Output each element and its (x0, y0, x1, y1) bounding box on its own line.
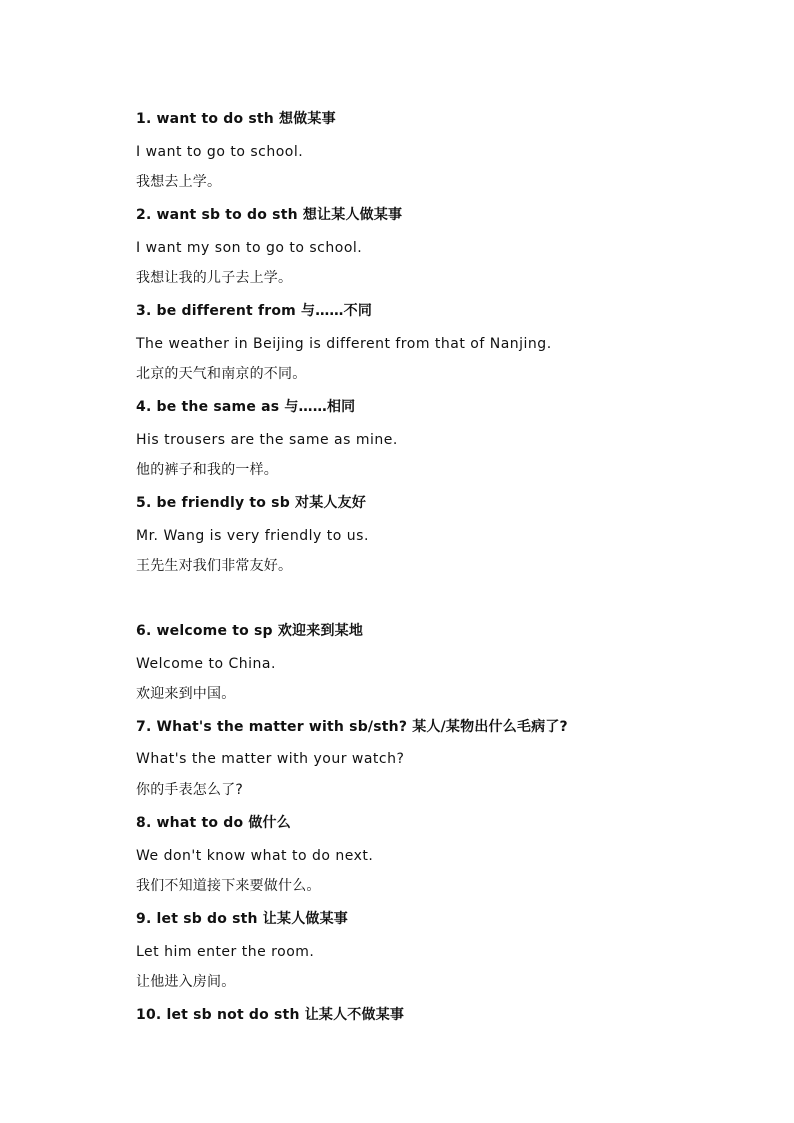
phrase-heading: 7. What's the matter with sb/sth? 某人/某物出什么毛病了? (136, 719, 568, 735)
chinese-translation: 让他进入房间。 (136, 974, 236, 990)
phrase-heading: 9. let sb do sth 让某人做某事 (136, 911, 349, 927)
chinese-translation: 欢迎来到中国。 (136, 686, 236, 702)
phrase-heading: 3. be different from 与……不同 (136, 303, 373, 319)
example-sentence: The weather in Beijing is different from that of Nanjing. (136, 336, 552, 352)
example-sentence: Mr. Wang is very friendly to us. (136, 528, 369, 544)
phrase-heading: 8. what to do 做什么 (136, 815, 291, 831)
phrase-heading: 2. want sb to do sth 想让某人做某事 (136, 207, 403, 223)
example-sentence: I want my son to go to school. (136, 240, 363, 256)
chinese-translation: 我想去上学。 (136, 174, 222, 190)
chinese-translation: 我想让我的儿子去上学。 (136, 270, 293, 286)
example-sentence: What's the matter with your watch? (136, 751, 405, 767)
example-sentence: I want to go to school. (136, 144, 304, 160)
chinese-translation: 我们不知道接下来要做什么。 (136, 878, 321, 894)
chinese-translation: 你的手表怎么了? (136, 782, 244, 798)
chinese-translation: 王先生对我们非常友好。 (136, 558, 293, 574)
phrase-heading: 4. be the same as 与……相同 (136, 399, 356, 415)
example-sentence: His trousers are the same as mine. (136, 432, 398, 448)
example-sentence: Let him enter the room. (136, 944, 315, 960)
example-sentence: We don't know what to do next. (136, 848, 374, 864)
chinese-translation: 他的裤子和我的一样。 (136, 462, 278, 478)
phrase-heading: 6. welcome to sp 欢迎来到某地 (136, 623, 364, 639)
phrase-heading: 10. let sb not do sth 让某人不做某事 (136, 1007, 405, 1023)
phrase-heading: 5. be friendly to sb 对某人友好 (136, 495, 367, 511)
phrase-heading: 1. want to do sth 想做某事 (136, 111, 336, 127)
example-sentence: Welcome to China. (136, 656, 276, 672)
chinese-translation: 北京的天气和南京的不同。 (136, 366, 307, 382)
